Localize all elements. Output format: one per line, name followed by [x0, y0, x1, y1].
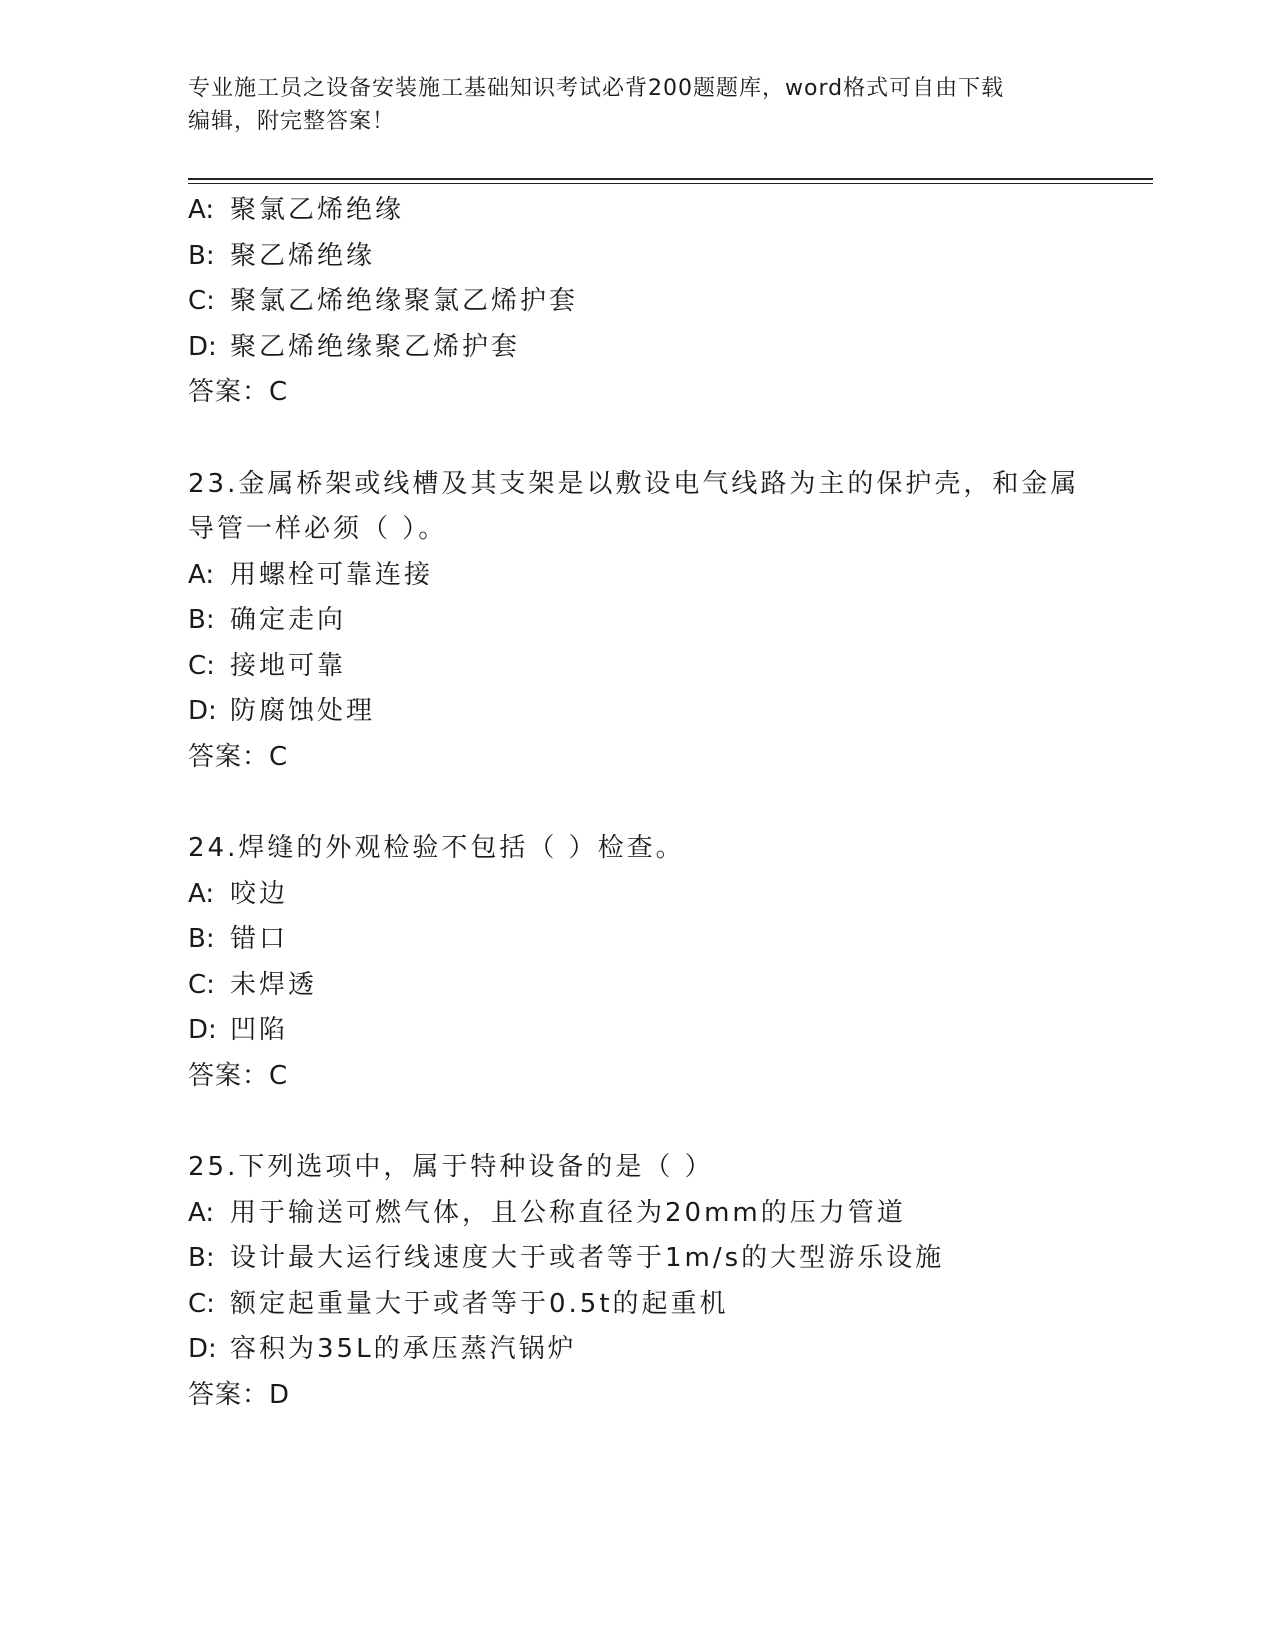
header-line-2: 编辑，附完整答案！: [188, 109, 396, 134]
option-key: D:: [188, 1015, 217, 1045]
option-text: 防腐蚀处理: [230, 696, 376, 726]
option-text: 聚乙烯绝缘聚乙烯护套: [230, 331, 521, 362]
spacer: [188, 416, 1108, 462]
option-text: 设计最大运行线速度大于或者等于1m/s的大型游乐设施: [230, 1243, 945, 1273]
header-line-1: 专业施工员之设备安装施工基础知识考试必背200题题库，word格式可自由下载: [188, 76, 1005, 101]
option-text: 聚乙烯绝缘: [230, 240, 376, 271]
option-a: [188, 872, 1108, 918]
question-stem-line-1: 23.金属桥架或线槽及其支架是以敷设电气线路为主的保护壳，和金属: [188, 468, 1080, 499]
option-key: C:: [188, 650, 215, 681]
question-block-25: [188, 1145, 1108, 1418]
option-key: D:: [188, 1334, 217, 1364]
option-text: 用螺栓可靠连接: [230, 559, 434, 590]
option-key: A:: [188, 878, 215, 909]
option-key: C:: [188, 286, 215, 316]
option-b: [188, 1236, 1108, 1282]
option-key: C:: [188, 1288, 215, 1319]
option-d: [188, 1327, 1108, 1373]
option-text: 额定起重量大于或者等于0.5t的起重机: [230, 1288, 729, 1319]
header-rule-thin: [188, 183, 1153, 184]
question-block-22: [188, 188, 1108, 416]
option-text: 未焊透: [230, 969, 318, 1000]
answer-line: 答案：D: [188, 1379, 291, 1410]
option-key: B:: [188, 240, 215, 271]
question-stem-line-1: 24.焊缝的外观检验不包括（ ）检查。: [188, 833, 685, 863]
option-d: [188, 1008, 1108, 1054]
option-c: [188, 279, 1108, 325]
option-text: 接地可靠: [230, 650, 347, 681]
option-c: [188, 963, 1108, 1009]
option-text: 咬边: [230, 878, 289, 909]
option-text: 用于输送可燃气体，且公称直径为20mm的压力管道: [230, 1197, 906, 1228]
question-block-24: [188, 826, 1108, 1099]
option-key: B:: [188, 1243, 215, 1273]
option-d: [188, 689, 1108, 735]
question-stem-line-1: 25.下列选项中，属于特种设备的是（ ）: [188, 1152, 714, 1182]
option-d: [188, 325, 1108, 371]
option-key: A:: [188, 195, 215, 225]
answer-line: 答案：C: [188, 1060, 289, 1091]
option-text: 错口: [230, 924, 289, 954]
option-text: 聚氯乙烯绝缘聚氯乙烯护套: [230, 286, 579, 316]
option-key: A:: [188, 559, 215, 590]
answer-line: 答案：C: [188, 377, 289, 407]
option-c: [188, 644, 1108, 690]
option-text: 凹陷: [230, 1015, 289, 1045]
option-key: B:: [188, 605, 215, 635]
option-b: [188, 598, 1108, 644]
header-rule-thick: [188, 178, 1153, 180]
option-a: [188, 188, 1108, 234]
document-header: [188, 72, 1068, 138]
option-text: 容积为35L的承压蒸汽锅炉: [230, 1334, 577, 1364]
question-content: [188, 188, 1108, 1418]
option-text: 确定走向: [230, 605, 347, 635]
option-key: A:: [188, 1197, 215, 1228]
question-stem-line-2: 导管一样必须（ ）。: [188, 514, 448, 544]
option-key: B:: [188, 924, 215, 954]
option-key: D:: [188, 696, 217, 726]
option-b: [188, 917, 1108, 963]
answer-line: 答案：C: [188, 741, 289, 772]
option-c: [188, 1282, 1108, 1328]
option-a: [188, 553, 1108, 599]
option-key: D:: [188, 331, 217, 362]
question-block-23: [188, 462, 1108, 781]
spacer: [188, 1099, 1108, 1145]
option-b: [188, 234, 1108, 280]
option-a: [188, 1191, 1108, 1237]
option-text: 聚氯乙烯绝缘: [230, 195, 405, 225]
option-key: C:: [188, 969, 215, 1000]
spacer: [188, 780, 1108, 826]
